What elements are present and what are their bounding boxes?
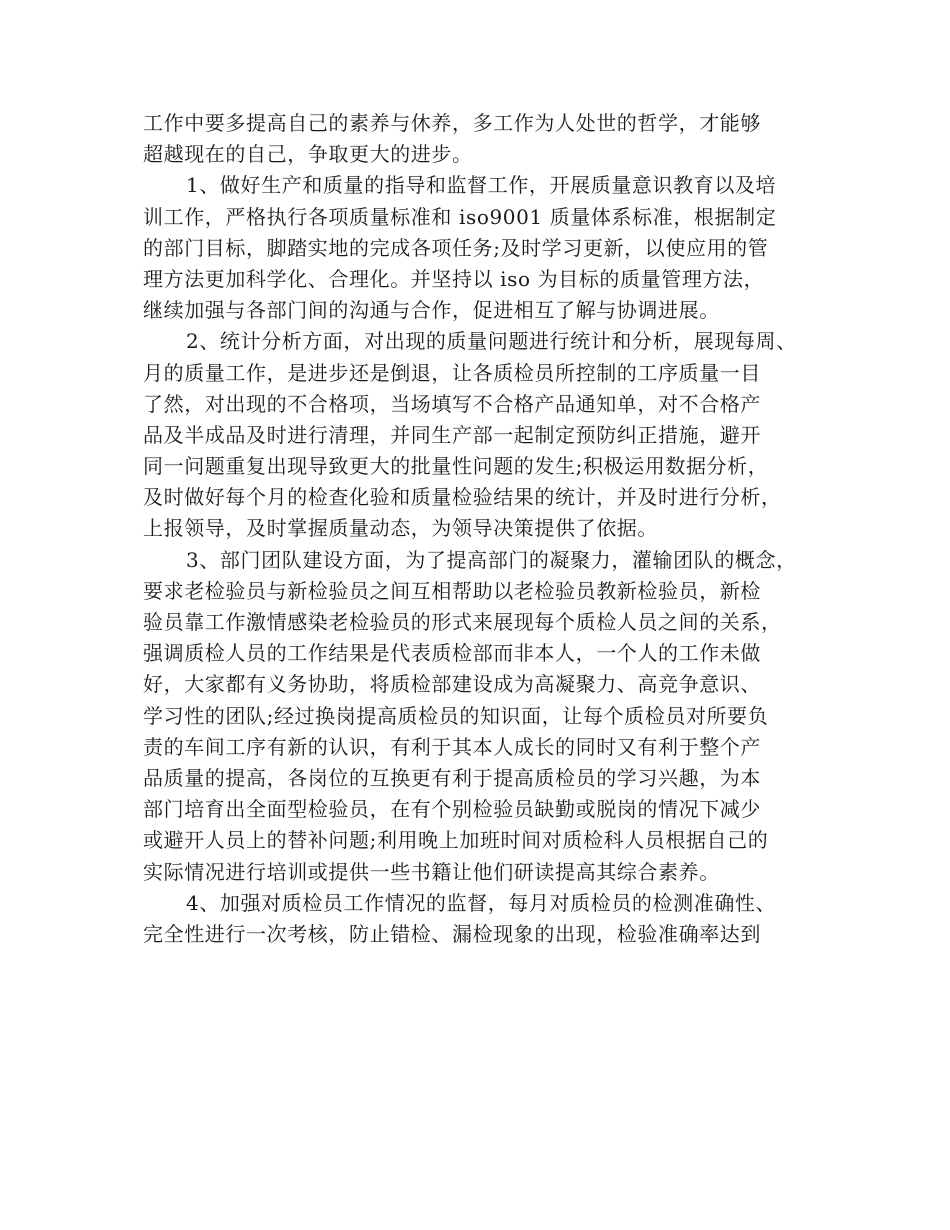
text-line: 超越现在的自己，争取更大的进步。	[143, 142, 473, 167]
text-line: 上报领导，及时掌握质量动态，为领导决策提供了依据。	[143, 516, 658, 541]
text-line: 品质量的提高，各岗位的互换更有利于提高质检员的学习兴趣，为本	[143, 765, 761, 790]
text-line: 月的质量工作，是进步还是倒退，让各质检员所控制的工序质量一目	[143, 360, 761, 385]
text-line: 学习性的团队;经过换岗提高质检员的知识面，让每个质检员对所要负	[143, 703, 769, 728]
text-line: 品及半成品及时进行清理，并同生产部一起制定预防纠正措施，避开	[143, 422, 761, 447]
text-line: 完全性进行一次考核，防止错检、漏检现象的出现，检验准确率达到	[143, 921, 761, 946]
text-line: 1、做好生产和质量的指导和监督工作，开展质量意识教育以及培	[186, 173, 777, 198]
text-line: 及时做好每个月的检查化验和质量检验结果的统计，并及时进行分析，	[143, 485, 782, 510]
text-line: 3、部门团队建设方面，为了提高部门的凝聚力，灌输团队的概念，	[186, 547, 797, 572]
text-line: 部门培育出全面型检验员，在有个别检验员缺勤或脱岗的情况下减少	[143, 797, 761, 822]
text-line: 同一问题重复出现导致更大的批量性问题的发生;积极运用数据分析，	[143, 454, 769, 479]
text-line: 2、统计分析方面，对出现的质量问题进行统计和分析，展现每周、	[186, 329, 797, 354]
text-line: 理方法更加科学化、合理化。并坚持以 iso 为目标的质量管理方法，	[143, 266, 765, 291]
text-line: 训工作，严格执行各项质量标准和 iso9001 质量体系标准，根据制定	[143, 204, 777, 229]
text-line: 要求老检验员与新检验员之间互相帮助以老检验员教新检验员，新检	[143, 578, 761, 603]
text-line: 的部门目标，脚踏实地的完成各项任务;及时学习更新，以使应用的管	[143, 235, 769, 260]
text-line: 好，大家都有义务协助，将质检部建设成为高凝聚力、高竞争意识、	[143, 672, 761, 697]
text-line: 实际情况进行培训或提供一些书籍让他们研读提高其综合素养。	[143, 859, 720, 884]
text-line: 继续加强与各部门间的沟通与合作，促进相互了解与协调进展。	[143, 298, 720, 323]
text-line: 工作中要多提高自己的素养与休养，多工作为人处世的哲学，才能够	[143, 111, 761, 135]
text-line: 验员靠工作激情感染老检验员的形式来展现每个质检人员之间的关系，	[143, 610, 782, 634]
text-line: 了然，对出现的不合格项，当场填写不合格产品通知单，对不合格产	[143, 391, 761, 416]
text-line: 责的车间工序有新的认识，有利于其本人成长的同时又有利于整个产	[143, 734, 761, 759]
text-line: 4、加强对质检员工作情况的监督，每月对质检员的检测准确性、	[186, 890, 777, 915]
text-line: 或避开人员上的替补问题;利用晚上加班时间对质检科人员根据自己的	[143, 828, 769, 853]
document-body	[143, 108, 833, 950]
text-line: 强调质检人员的工作结果是代表质检部而非本人，一个人的工作未做	[143, 641, 761, 666]
